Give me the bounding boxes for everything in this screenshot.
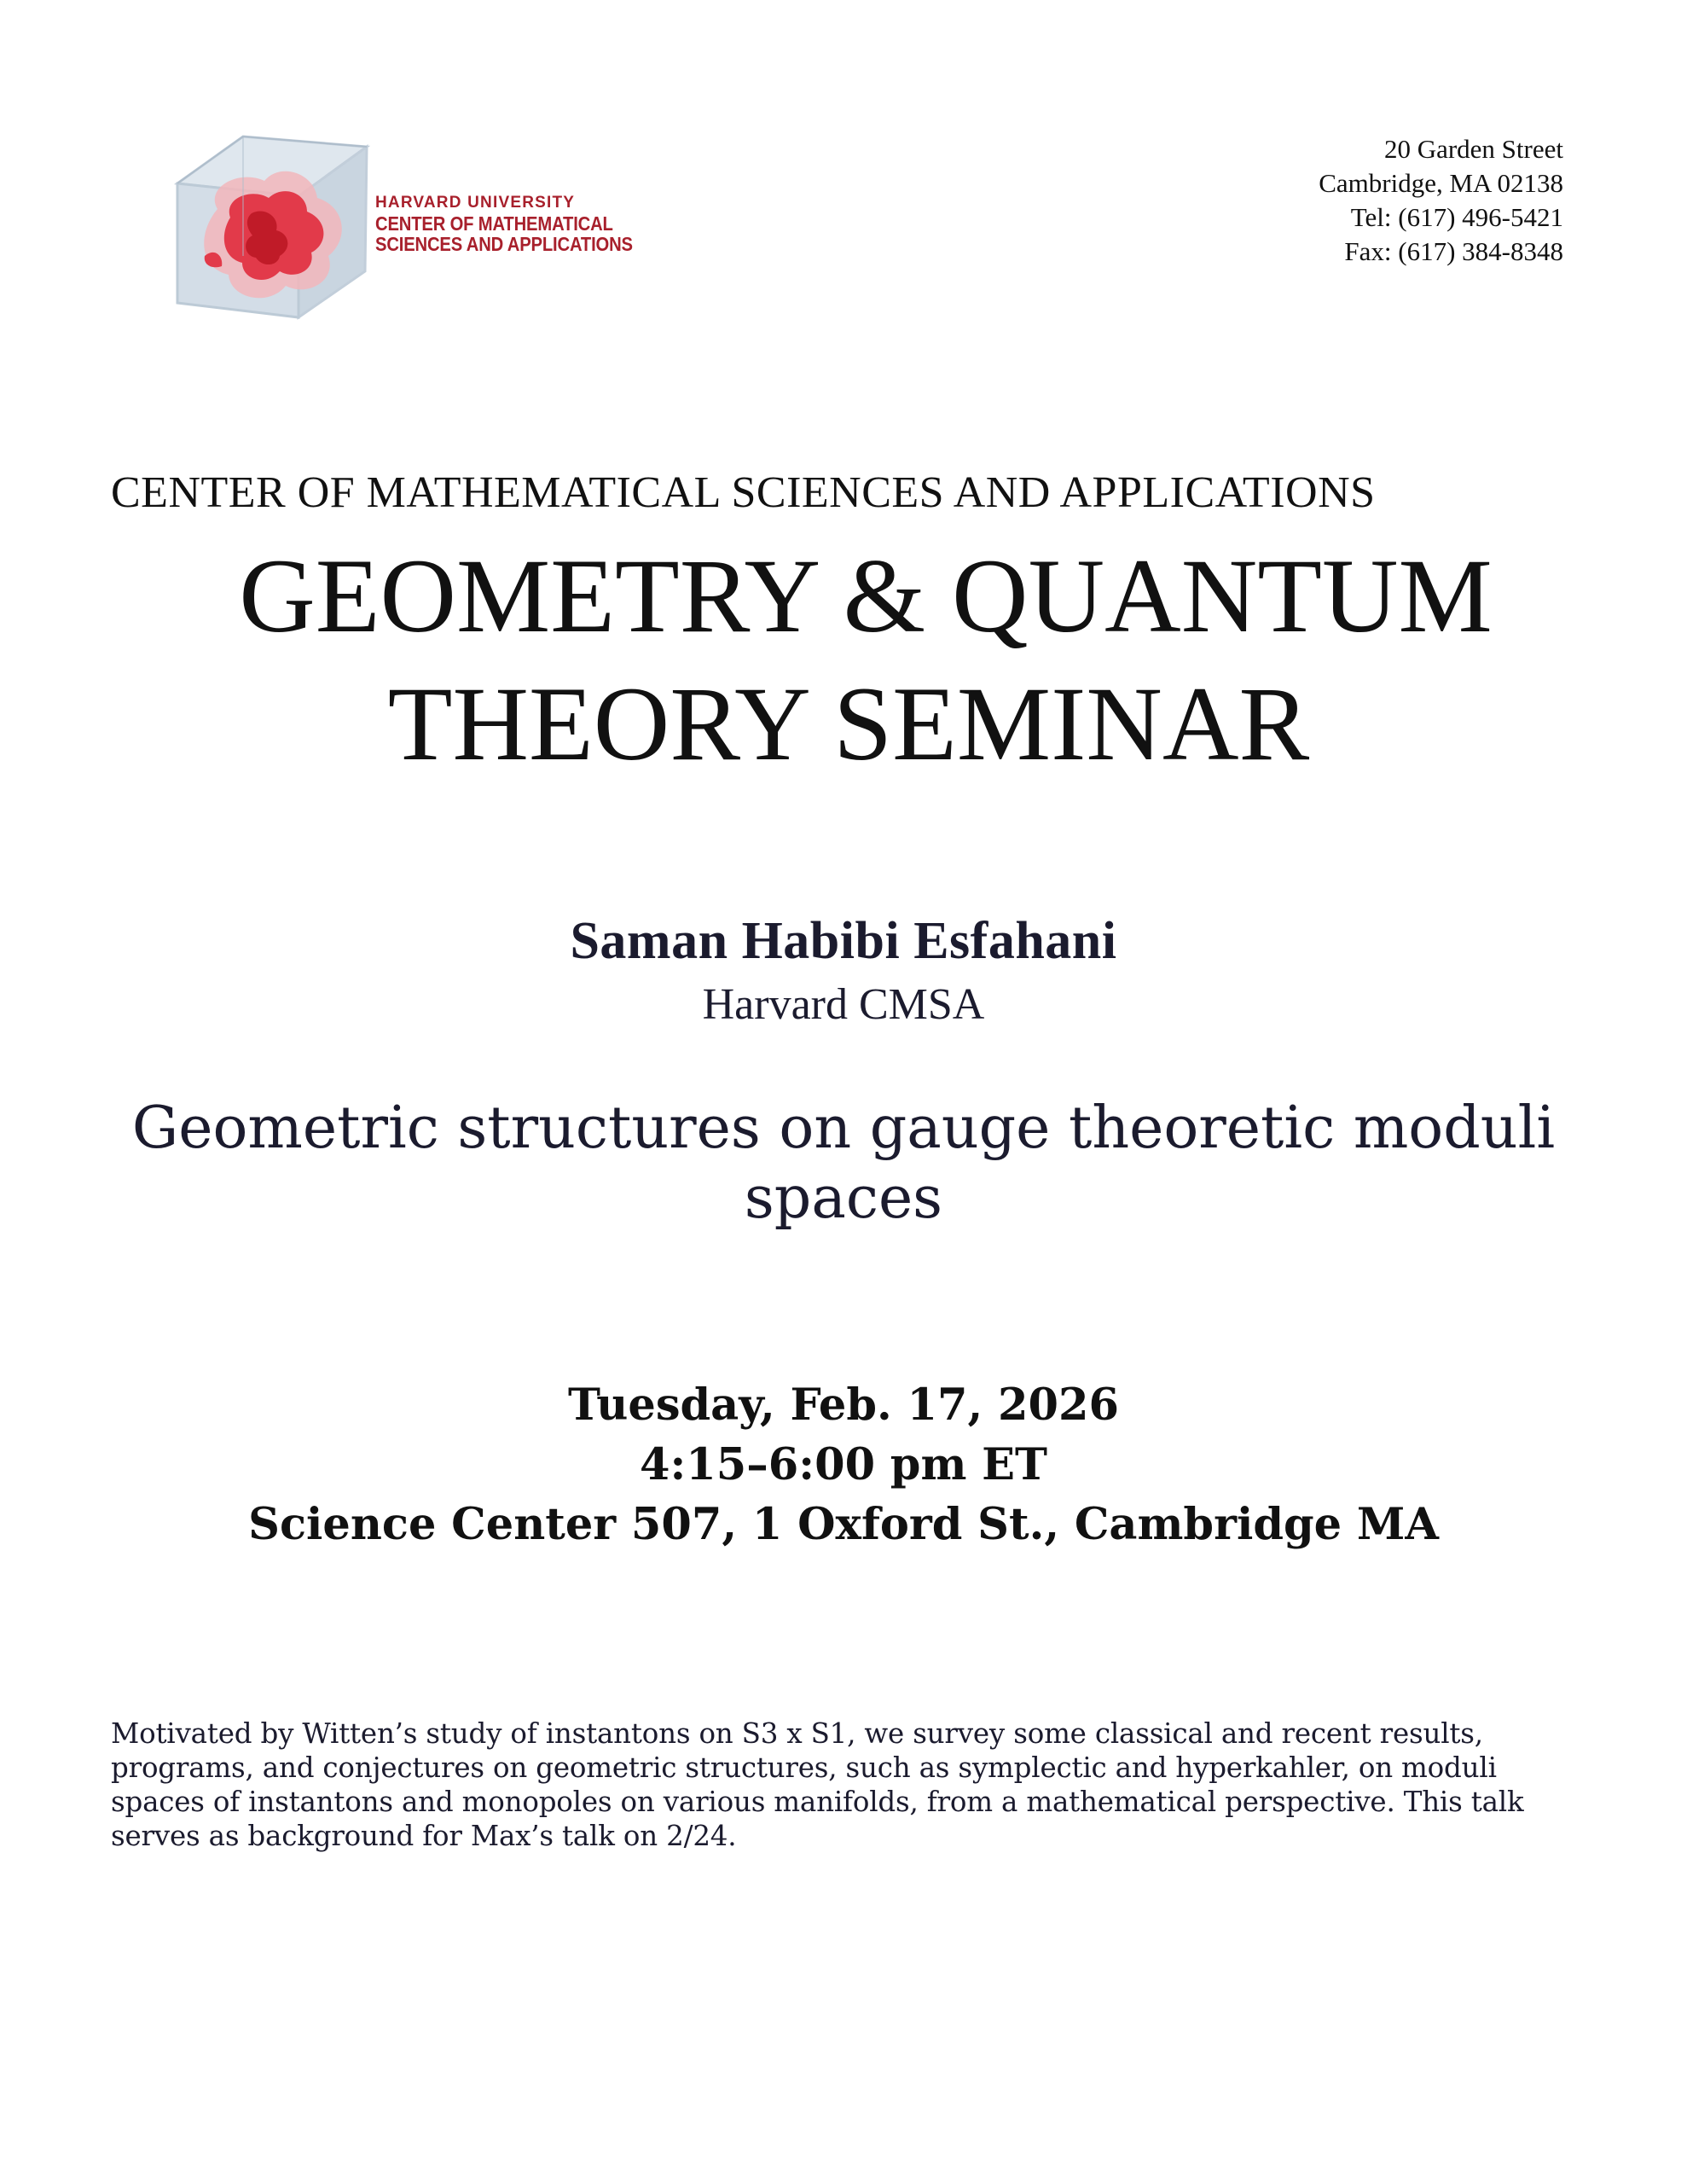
logo-line-center: CENTER OF MATHEMATICAL bbox=[375, 212, 613, 235]
address-tel: Tel: (617) 496-5421 bbox=[1350, 202, 1563, 232]
contact-address-block bbox=[1319, 132, 1563, 269]
seminar-title-line1: GEOMETRY & QUANTUM bbox=[239, 537, 1493, 654]
talk-title: Geometric structures on gauge theoretic moduli spaces bbox=[131, 1095, 1556, 1232]
cmsa-cube-logo-icon bbox=[171, 128, 375, 333]
seminar-title-line2: THEORY SEMINAR bbox=[387, 665, 1310, 782]
logo-line-university: HARVARD UNIVERSITY bbox=[375, 194, 576, 212]
speaker-name: Saman Habibi Esfahani bbox=[570, 912, 1117, 970]
event-details bbox=[0, 1375, 1687, 1554]
speaker-affiliation: Harvard CMSA bbox=[702, 980, 985, 1029]
logo-wordmark bbox=[375, 195, 668, 254]
event-location: Science Center 507, 1 Oxford St., Cambridge MA bbox=[248, 1499, 1439, 1550]
address-fax: Fax: (617) 384-8348 bbox=[1344, 236, 1563, 266]
event-time: 4:15–6:00 pm ET bbox=[639, 1439, 1048, 1490]
abstract-paragraph: Motivated by Witten’s study of instantons on S3 x S1, we survey some classical and recent results, programs, and conjectures on geometric structures, such as symplectic and hyperkahler, on moduli spaces of instantons and monopoles on various manifolds, from a mathematical perspective. This talk serves as background for Max’s talk on 2/24. bbox=[111, 1717, 1524, 1852]
logo-line-sciences: SCIENCES AND APPLICATIONS bbox=[375, 232, 633, 255]
seminar-title bbox=[0, 532, 1687, 788]
event-date: Tuesday, Feb. 17, 2026 bbox=[568, 1380, 1119, 1431]
address-street: 20 Garden Street bbox=[1383, 134, 1563, 164]
address-city: Cambridge, MA 02138 bbox=[1319, 168, 1563, 198]
cmsa-logo bbox=[171, 128, 648, 333]
center-name-heading: CENTER OF MATHEMATICAL SCIENCES AND APPLICATIONS bbox=[111, 468, 1376, 517]
